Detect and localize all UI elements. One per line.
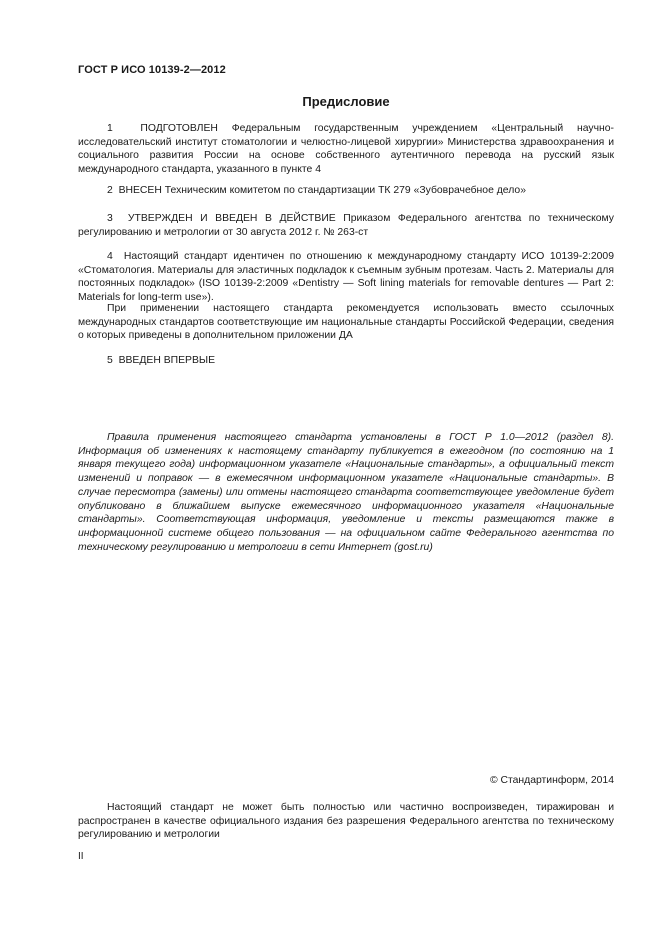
- paragraph-text: ПОДГОТОВЛЕН Федеральным государственным учреждением «Центральный научно-исследовательский институт стоматологии и челюстно-лицевой хирургии» Министерства здравоохранения и социального развития России на основе собственного аутентичного перевода на русский язык международного стандарта, указанного в пункте 4: [78, 123, 614, 176]
- paragraph-number: 2: [107, 185, 113, 196]
- paragraph-4-reference: [78, 302, 614, 343]
- paragraph-text: ВВЕДЕН ВПЕРВЫЕ: [118, 355, 216, 366]
- notice-text: Настоящий стандарт не может быть полностью или частично воспроизведен, тиражирован и распространен в качестве официального издания без разрешения Федерального агентства по техническому регулированию и метрологии: [78, 802, 614, 841]
- note-text: Правила применения настоящего стандарта установлены в ГОСТ Р 1.0—2012 (раздел 8). Информация об изменениях к настоящему стандарту публикуется в ежегодном (по состоянию на 1 января текущего года) информационном указателе «Национальные стандарты», а официальный текст изменений и поправок — в ежемесячном информационном указателе «Национальные стандарты». В случае пересмотра (замены) или отмены настоящего стандарта соответствующее уведомление будет опубликовано в ближайшем выпуске ежемесячного информационного указателя «Национальные стандарты». Соответствующая информация, уведомление и тексты размещаются также в информационной системе общего пользования — на официальном сайте Федерального агентства по техническому регулированию и метрологии в сети Интернет (gost.ru): [78, 432, 614, 553]
- paragraph-5: [78, 354, 614, 368]
- section-title: Предисловие: [302, 94, 390, 109]
- reproduction-notice: [78, 801, 614, 842]
- paragraph-number: 4: [107, 251, 113, 262]
- standard-code-header: ГОСТ Р ИСО 10139-2—2012: [78, 64, 226, 76]
- paragraph-text: При применении настоящего стандарта рекомендуется использовать вместо ссылочных международных стандартов соответствующие им национальные стандарты Российской Федерации, сведения о которых приведены в дополнительном приложении ДА: [78, 303, 614, 342]
- paragraph-text: Настоящий стандарт идентичен по отношению к международному стандарту ИСО 10139-2:2009 «Стоматология. Материалы для эластичных подкладок к съемным зубным протезам. Часть 2. Материалы для постоянных подкладок» (ISO 10139-2:2009 «Dentistry — Soft lining materials for removable dentures — Part 2: Materials for long-term use»).: [78, 251, 614, 304]
- paragraph-number: 3: [107, 213, 113, 224]
- paragraph-number: 1: [107, 123, 113, 134]
- paragraph-1: [78, 122, 614, 177]
- paragraph-number: 5: [107, 355, 113, 366]
- paragraph-3: [78, 212, 614, 239]
- paragraph-text: УТВЕРЖДЕН И ВВЕДЕН В ДЕЙСТВИЕ Приказом Федерального агентства по техническому регулированию и метрологии от 30 августа 2012 г. № 263-ст: [78, 213, 614, 238]
- paragraph-text: ВНЕСЕН Техническим комитетом по стандартизации ТК 279 «Зубоврачебное дело»: [118, 185, 526, 196]
- paragraph-2: [78, 184, 614, 198]
- paragraph-4: [78, 250, 614, 305]
- page-number: II: [78, 851, 84, 862]
- copyright: © Стандартинформ, 2014: [489, 775, 614, 786]
- application-rules-note: [78, 431, 614, 554]
